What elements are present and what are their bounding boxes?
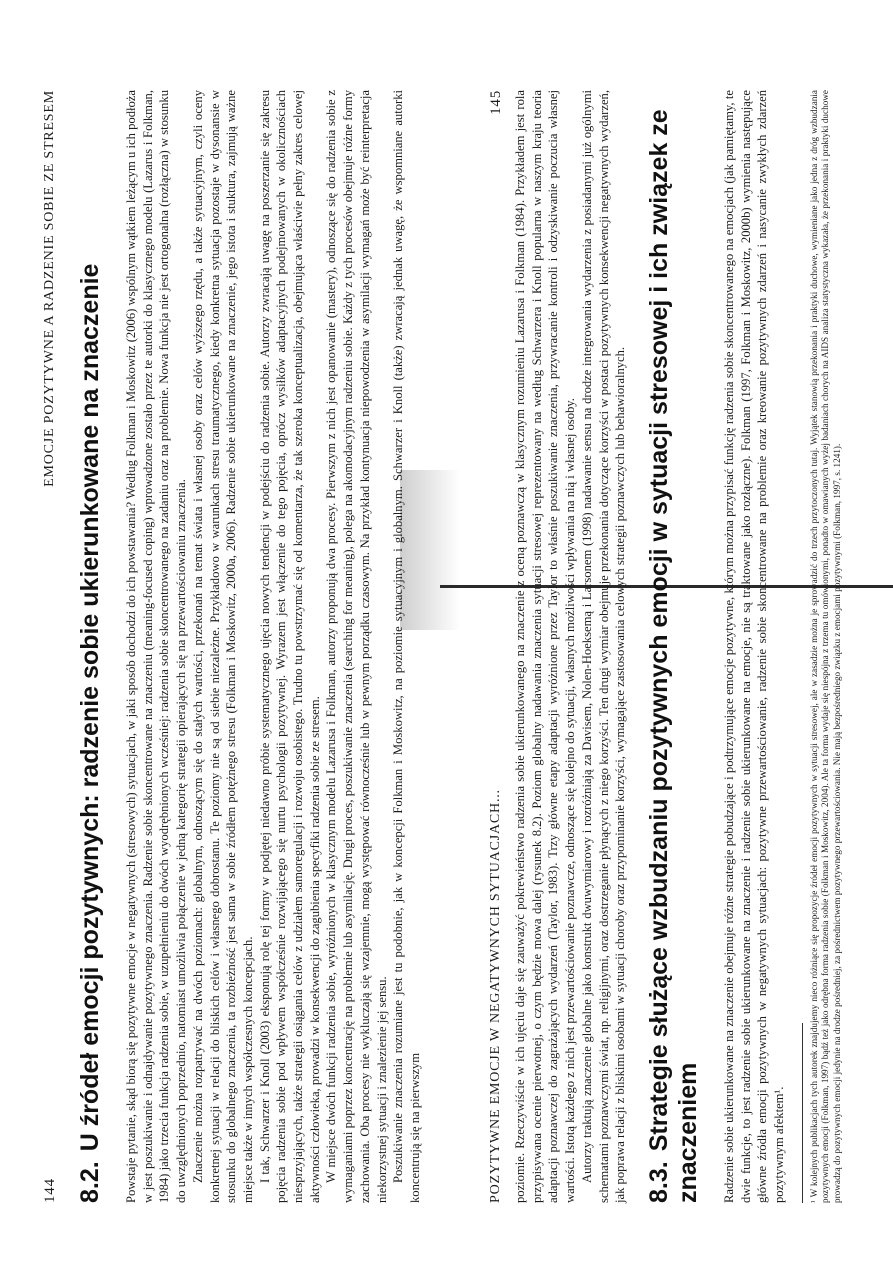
paragraph: poziomie. Rzeczywiście w ich ujęciu daje się zauważyć pokrewieństwo radzenia sobie ukierunkowanego na znaczenie z oceną poznawczą w klasycznym rozumieniu Lazarusa i Folkman (1984). Przykładem jest rola przypisywana ocenie pierwotnej, o czym będzie mowa dalej (rysunek 8.2). Poziom globalny nadawania znaczenia sytuacji stresowej reprezentowany na według Schwarzera i Knoll popularna w naszym kraju teoria adaptacji poznawczej do zagrażających wydarzeń (Taylor, 1983). Trzy główne etapy adaptacji wyróżnione przez Taylor to właśnie poszukiwanie znaczenia, przywracanie kontroli i odzyskiwanie poczucia własnej wartości. Istotą każdego z nich jest przewartościowanie poznawcze, odnoszące się kolejno do sytuacji, własnych możliwości wpływania na nią i własnej osoby. [513, 90, 578, 1203]
paragraph: Radzenie sobie ukierunkowane na znaczenie obejmuje różne strategie pobudzające i podtrzymujące emocje pozytywne, którym można przypisać funkcję radzenia sobie skoncentrowanego na emocjach (jak pamiętamy, te dwie funkcje, to jest radzenie sobie ukierunkowane na znaczenie i radzenie sobie ukierunkowane na emocje, nie są traktowane jako rozłączne). Folkman (1997, Folkman i Moskowitz, 2000b) wymienia następujące główne źródła emocji pozytywnych w negatywnych sytuacjach: pozytywne przewartościowanie, radzenie sobie skoncentrowane na problemie oraz kreowanie pozytywnych zdarzeń i nasycanie zwykłych zdarzeń pozytywnym afektem¹. [721, 90, 787, 1203]
paragraph: Poszukiwanie znaczenia rozumiane jest tu podobnie, jak w koncepcji Folkman i Moskowitz, na poziomie sytuacyjnym i globalnym. Schwarzer i Knoll (także) zwracają jednak uwagę, że wspomniane autorki koncentrują się na pierwszym [391, 90, 422, 1203]
section-heading [76, 90, 105, 1203]
section-number: 8.3. [644, 1161, 673, 1203]
paragraph: W miejsce dwóch funkcji radzenia sobie, wyróżnionych w klasycznym modelu Lazarusa i Folkman, autorzy proponują dwa procesy. Pierwszym z nich jest opanowanie (mastery), odnoszące się do radzenia sobie z wymaganiami poprzez koncentrację na problemie lub asymilację. Drugi proces, poszukiwanie znaczenia (searching for meaning), polega na akomodacyjnym radzeniu sobie. Każdy z tych procesów obejmuje różne formy zachowania. Oba procesy nie wykluczają się wzajemnie, mogą występować równocześnie lub w pewnym porządku czasowym. Na przykład kontynuacja niepowodzenia w asymilacji wymagań może być reinterpretacja niekorzystnej sytuacji i znalezienie jej sensu. [324, 90, 389, 1203]
page-number: 145 [487, 90, 504, 115]
paragraph: Powstaje pytanie, skąd biorą się pozytywne emocje w negatywnych (stresowych) sytuacjach, w jaki sposób dochodzi do ich powstawania? Według Folkman i Moskowitz (2006) wspólnym wątkiem leżącym u ich podłoża w jest poszukiwanie i odnajdywanie pozytywnego znaczenia. Radzenie sobie skoncentrowane na znaczeniu (meaning-focused coping) wprowadzone zostało przez te autorki do klasycznego modelu (Lazarus i Folkman, 1984) jako trzecia funkcja radzenia sobie, w uzupełnieniu do dwóch wyodrębnionych wcześniej: radzenia sobie skoncentrowanego na zadaniu oraz na problemie. Nowa funkcja nie jest ortogonalna (rozłączna) w stosunku do uwzględnionych poprzednio, natomiast umożliwia połączenie w jedną kategorię strategii opierających się na przewartościowaniu znaczenia. [124, 90, 189, 1203]
page-number: 144 [41, 1178, 58, 1203]
left-page [0, 0, 446, 1263]
paragraph: Autorzy traktują znaczenie globalne jako konstrukt dwuwymiarowy i rozróżniają za Davisem, Nolen-Hoeksemą i Larsonem (1998) nadawanie sensu na drodze integrowania wydarzenia z posiadanymi już ogólnymi schematami poznawczymi świat, np. religijnymi, oraz dostrzeganie płynących z niego korzyści. Ten drugi wymiar obejmuje przekonania dotyczące korzyści w postaci pozytywnych konsekwencji negatywnych wydarzeń, jak poprawa relacji z bliskimi osobami w sytuacji choroby oraz przypominanie korzyści, wymagające zastosowania celowych strategii poznawczych lub behawioralnych. [579, 90, 628, 1203]
section-heading [645, 90, 703, 1203]
right-page [446, 0, 892, 1263]
paragraph: I tak, Schwarzer i Knoll (2003) eksponują rolę tej formy w podjętej niedawno próbie systematycznego ujęcia nowych tendencji w podejściu do radzenia sobie. Autorzy zwracają uwagę na poszerzanie się zakresu pojęcia radzenia sobie pod wpływem współcześnie rozwijającego się nurtu psychologii pozytywnej. Wyrazem jest włączenie do tego pojęcia, oprócz wysiłków adaptacyjnych podejmowanych w okolicznościach niesprzyjających, także strategii osiągania celów z udziałem samoregulacji i rozwoju osobistego. Trudno tu powstrzymać się od komentarza, że tak szeroka konceptualizacja, obejmująca właściwie pełny zakres celowej aktywności człowieka, prowadzi w konsekwencji do zagubienia specyfiki radzenia sobie ze stresem. [257, 90, 322, 1203]
paragraph: Znaczenie można rozpatrywać na dwóch poziomach: globalnym, odnoszącym się do stałych wartości, przekonań na temat świata i własnej osoby oraz celów wyższego rzędu, a także sytuacyjnym, czyli oceny konkretnej sytuacji w relacji do bliskich celów i własnego dobrostanu. Te poziomy nie są od siebie niezależne. Przykładowo w warunkach stresu traumatycznego, kiedy konkretna sytuacja pozostaje w dysonansie w stosunku do globalnego znaczenia, ta rozbieżność jest sama w sobie źródłem potężnego stresu (Folkman i Moskowitz, 2000a, 2006). Radzenie sobie ukierunkowane na znaczenie, jego istota i stuktura, zajmują ważne miejsce także w innych współczesnych koncepcjach. [190, 90, 255, 1203]
section-title: U źródeł emocji pozytywnych: radzenie sobie ukierunkowane na znaczenie [76, 263, 104, 1152]
footnote-rule [802, 1023, 803, 1203]
section-title: Strategie służące wzbudzaniu pozytywnych emocji w sytuacji stresowej i ich związek ze znaczeniem [644, 109, 702, 1203]
running-header [484, 90, 508, 1203]
section-number: 8.2. [76, 1161, 104, 1203]
footnote: ¹ W kolejnych publikacjach tych autorek znajdujemy nieco różniące się propozycje źródeł emocji pozytywnych w sytuacji stresowej, ale w zasadzie można je sprowadzić do trzech przytoczonych tutaj. Wyjątek stanowią przekonania i praktyki duchowe, wymieniane jako jedna z dróg wzbudzania pozytywnych emocji (Folkman, 1997) bądź też jako odrębna forma radzenia sobie (Folkman i Moskowitz, 2004). Ale ta forma wydaje się niespójna z trzema tu omówionymi, ponadto w omawianych wyżej badaniach chorych na AIDS analiza statystyczna wykazała, że przekonania i praktyki duchowe prowadzą do pozytywnych emocji jedynie na drodze pośredniej, za pośrednictwem pozytywnego przewartościowania. Nie mają bezpośredniego związku z emocjami pozytywnymi (Folkman, 1997, s. 1241). [808, 90, 842, 1203]
running-header [38, 90, 62, 1203]
running-head: EMOCJE POZYTYWNE A RADZENIE SOBIE ZE STRESEM [42, 90, 57, 487]
running-head: POZYTYWNE EMOCJE W NEGATYWNYCH SYTUACJACH... [488, 789, 503, 1203]
